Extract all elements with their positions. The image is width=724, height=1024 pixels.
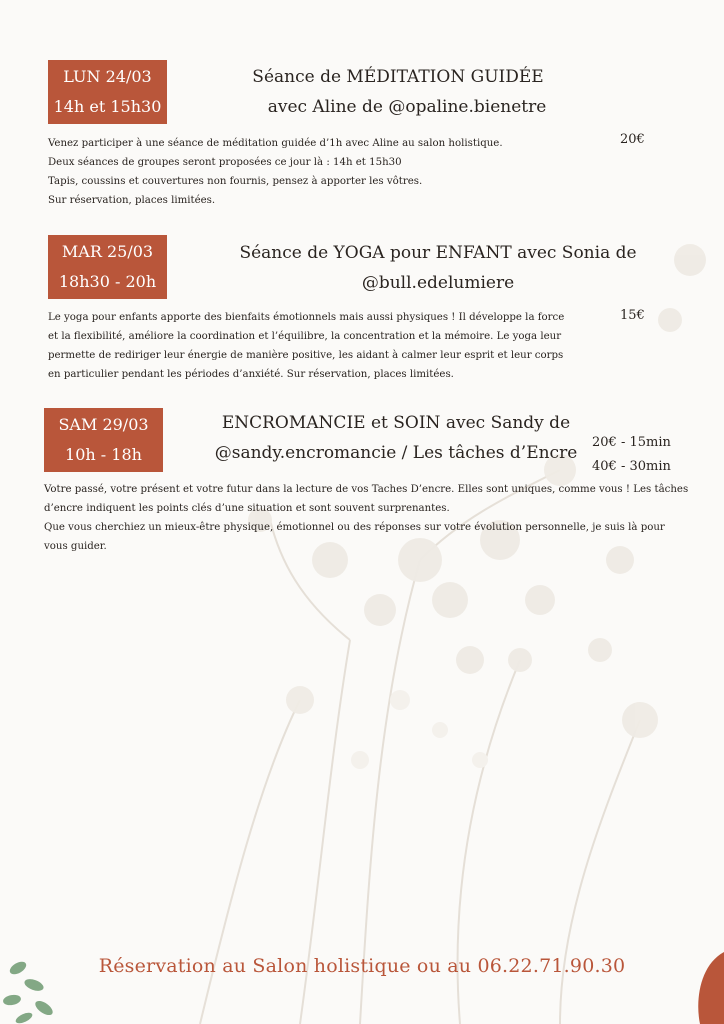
event-title: ENCROMANCIE et SOIN avec Sandy de @sandy.encromancie / Les tâches d’Encre	[214, 413, 578, 463]
date-badge	[48, 60, 167, 124]
event-time: 18h30 - 20h	[58, 272, 157, 291]
event-title: Séance de MÉDITATION GUIDÉE avec Aline de @opaline.bienetre	[252, 67, 547, 117]
event-date: SAM 29/03	[58, 415, 149, 434]
event-description: Votre passé, votre présent et votre futur dans la lecture de vos Taches D’encre. Elles sont uniques, comme vous ! Les tâches d’encre indiquent les points clés d’une situation et sont souvent surprenantes. Que vous cherchiez un mieux-être physique, émotionnel ou des réponses sur votre évolution personnelle, je suis là pour vous guider.	[44, 484, 689, 552]
event-price: 20€	[620, 132, 645, 147]
event-description: Venez participer à une séance de méditation guidée d’1h avec Aline au salon holistique. Deux séances de groupes seront proposées ce jour là : 14h et 15h30 Tapis, coussins et couvertures non fournis, pensez à apporter les vôtres. Sur réservation, places limitées.	[48, 138, 503, 206]
event-prices: 20€ - 15min 40€ - 30min	[592, 435, 671, 474]
event-title: Séance de YOGA pour ENFANT avec Sonia de @bull.edelumiere	[239, 243, 637, 293]
event-date: LUN 24/03	[63, 67, 152, 86]
event-time: 10h - 18h	[65, 445, 142, 464]
event-date: MAR 25/03	[61, 242, 154, 261]
event-time: 14h et 15h30	[53, 97, 162, 116]
reservation-footer: Réservation au Salon holistique ou au 06.22.71.90.30	[98, 955, 626, 977]
event-price: 15€	[620, 308, 645, 323]
event-description: Le yoga pour enfants apporte des bienfaits émotionnels mais aussi physiques ! Il développe la force et la flexibilité, améliore la coordination et l’équilibre, la concentration et la mémoire. Le yoga leur permette de rediriger leur énergie de manière positive, les aidant à calmer leur esprit et leur corps en particulier pendant les périodes d’anxiété. Sur réservation, places limitées.	[48, 312, 565, 380]
date-badge	[44, 408, 163, 472]
date-badge	[48, 235, 167, 299]
